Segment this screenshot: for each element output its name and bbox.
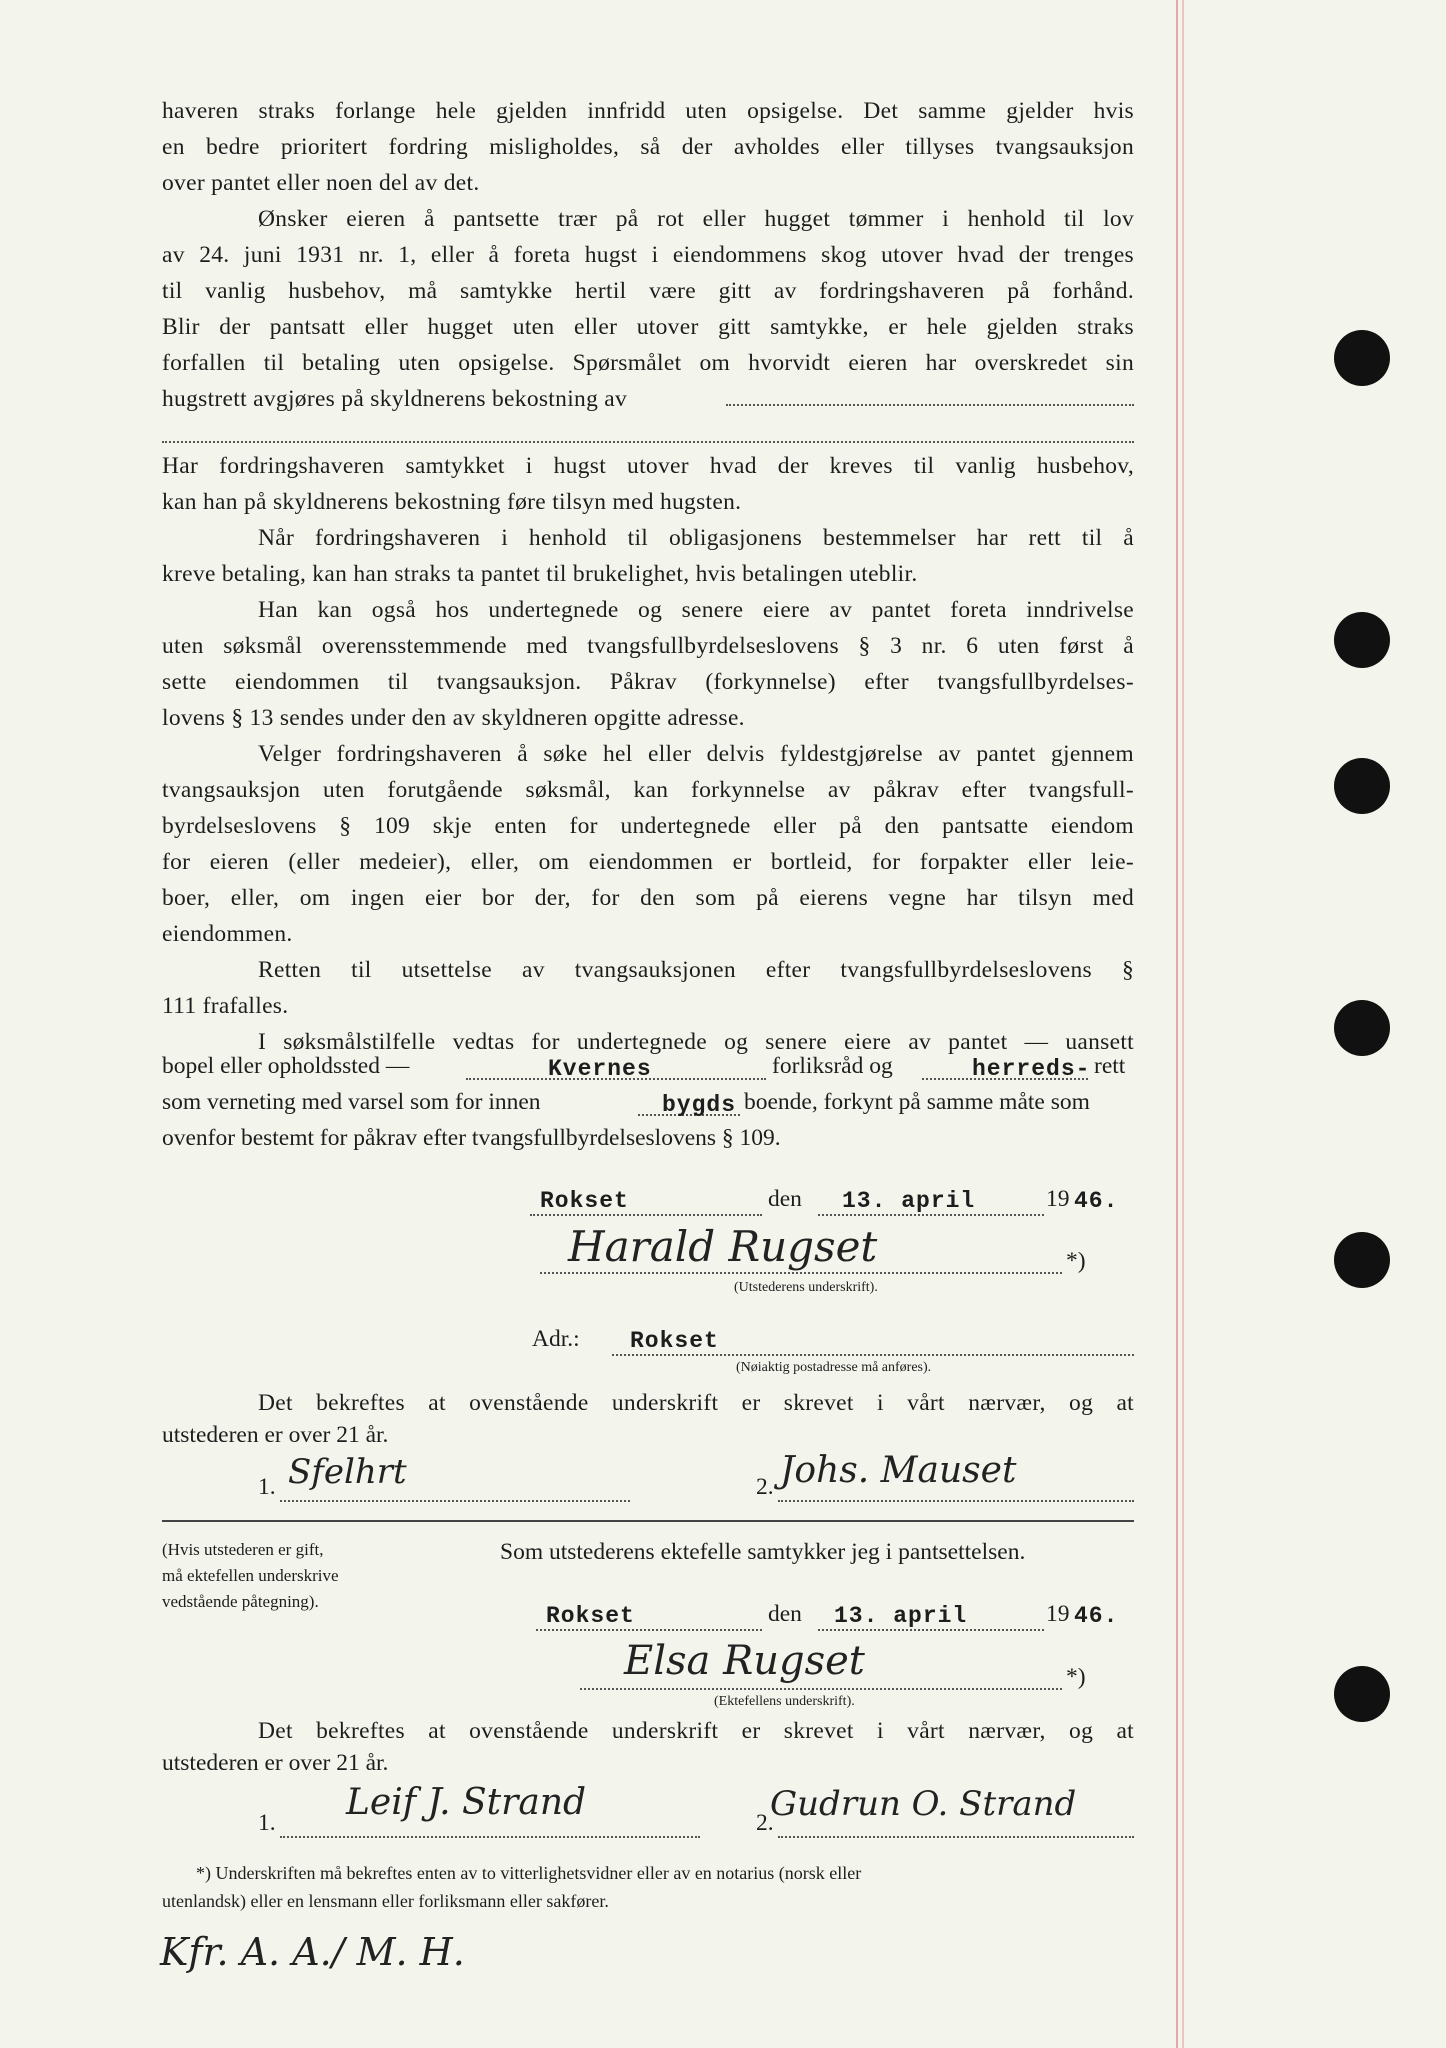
dotted-fill-line <box>778 1836 1134 1838</box>
spouse-note: (Hvis utstederen er gift, <box>162 1540 324 1559</box>
den-label: den <box>768 1601 802 1627</box>
text-line: kan han på skyldnerens bekostning føre tilsyn med hugsten. <box>162 489 742 515</box>
address-caption: (Nøiaktig postadresse må anføres). <box>736 1360 932 1375</box>
dotted-fill-line <box>778 1500 1134 1502</box>
section-divider <box>162 1520 1134 1522</box>
issuer-date: 13. april <box>842 1188 976 1214</box>
text-line: Han kan også hos undertegnede og senere eiere av pantet foreta inndrivelse <box>258 597 1134 623</box>
address-label: Adr.: <box>532 1326 580 1352</box>
marginal-note: Kfr. A. A./ M. H. <box>160 1930 465 1974</box>
text-segment: boende, forkynt på samme måte som <box>744 1089 1090 1115</box>
punch-hole <box>1334 1666 1390 1722</box>
text-line: Retten til utsettelse av tvangsauksjonen efter tvangsfullbyrdelseslovens § <box>258 957 1134 983</box>
dotted-fill-line <box>726 404 1134 406</box>
witness-number: 1. <box>258 1810 276 1836</box>
dotted-fill-line <box>612 1354 1134 1356</box>
spouse-signature: Elsa Rugset <box>624 1638 865 1684</box>
text-segment: som verneting med varsel som for innen <box>162 1089 541 1115</box>
spouse-date: 13. april <box>834 1603 968 1629</box>
text-line: Har fordringshaveren samtykket i hugst utover hvad der kreves til vanlig husbehov, <box>162 453 1134 479</box>
signature-caption: (Ektefellens underskrift). <box>714 1694 855 1709</box>
dotted-fill-line <box>162 441 1134 443</box>
witness-signature: Sfelhrt <box>288 1452 407 1492</box>
area-fill: bygds <box>662 1092 737 1118</box>
text-line: Blir der pantsatt eller hugget uten eller utover gitt samtykke, er hele gjelden straks <box>162 314 1134 340</box>
spouse-year: 46. <box>1074 1603 1119 1629</box>
text-line: ovenfor bestemt for påkrav efter tvangsfullbyrdelseslovens § 109. <box>162 1125 781 1151</box>
text-line: boer, eller, om ingen eier bor der, for den som på eierens vegne har tilsyn med <box>162 885 1134 911</box>
dotted-fill-line <box>280 1836 700 1838</box>
text-line: I søksmålstilfelle vedtas for undertegnede og senere eiere av pantet — uansett <box>258 1029 1134 1055</box>
punch-hole <box>1334 1000 1390 1056</box>
punch-hole <box>1334 330 1390 386</box>
punch-hole <box>1334 758 1390 814</box>
year-prefix: 19 <box>1046 1601 1070 1627</box>
spouse-place: Rokset <box>546 1603 635 1629</box>
text-line: tvangsauksjon uten forutgående søksmål, kan forkynnelse av påkrav efter tvangsfull- <box>162 777 1134 803</box>
text-line: en bedre prioritert fordring misligholdes, så der avholdes eller tillyses tvangsauksjon <box>162 134 1134 160</box>
dotted-fill-line <box>530 1214 762 1216</box>
witness-number: 1. <box>258 1474 276 1500</box>
text-line: uten søksmål overensstemmende med tvangsfullbyrdelseslovens § 3 nr. 6 uten først å <box>162 633 1134 659</box>
text-line: sette eiendommen til tvangsauksjon. Påkrav (forkynnelse) efter tvangsfullbyrdelses- <box>162 669 1134 695</box>
dotted-fill-line <box>536 1629 762 1631</box>
text-line: forfallen til betaling uten opsigelse. Spørsmålet om hvorvidt eieren har overskredet sin <box>162 350 1134 376</box>
spouse-note: vedstående påtegning). <box>162 1592 319 1611</box>
issuer-signature: Harald Rugset <box>568 1222 878 1271</box>
footnote: utenlandsk) eller en lensmann eller forliksmann eller sakfører. <box>162 1891 609 1911</box>
witness-number: 2. <box>756 1474 774 1500</box>
year-prefix: 19 <box>1046 1186 1070 1212</box>
spouse-note: må ektefellen underskrive <box>162 1566 339 1585</box>
text-line: haveren straks forlange hele gjelden innfridd uten opsigelse. Det samme gjelder hvis <box>162 98 1134 124</box>
text-line: for eieren (eller medeier), eller, om eiendommen er bortleid, for forpakter eller leie- <box>162 849 1134 875</box>
dotted-fill-line <box>580 1688 1062 1690</box>
text-segment: forliksråd og <box>772 1053 893 1079</box>
witness-number: 2. <box>756 1810 774 1836</box>
witness-confirmation: utstederen er over 21 år. <box>162 1422 389 1448</box>
witness-confirmation: Det bekreftes at ovenstående underskrift er skrevet i vårt nærvær, og at <box>258 1390 1134 1416</box>
issuer-place: Rokset <box>540 1188 629 1214</box>
dotted-fill-line <box>540 1272 1062 1274</box>
punch-hole <box>1334 612 1390 668</box>
text-segment: rett <box>1094 1053 1126 1079</box>
dotted-fill-line <box>280 1500 630 1502</box>
den-label: den <box>768 1186 802 1212</box>
text-line: eiendommen. <box>162 921 293 947</box>
issuer-year: 46. <box>1074 1188 1119 1214</box>
margin-line <box>1182 0 1184 2048</box>
punch-hole <box>1334 1232 1390 1288</box>
footnote: *) Underskriften må bekreftes enten av to vitterlighetsvidner eller av en notarius (norsk eller <box>196 1863 862 1883</box>
witness-confirmation: Det bekreftes at ovenstående underskrift er skrevet i vårt nærvær, og at <box>258 1718 1134 1744</box>
spouse-consent: Som utstederens ektefelle samtykker jeg i pantsettelsen. <box>500 1539 1026 1565</box>
text-line: av 24. juni 1931 nr. 1, eller å foreta hugst i eiendommens skog utover hvad der trenges <box>162 242 1134 268</box>
witness-confirmation: utstederen er over 21 år. <box>162 1750 389 1776</box>
dotted-fill-line <box>818 1629 1044 1631</box>
witness-signature: Gudrun O. Strand <box>770 1784 1077 1824</box>
dotted-fill-line <box>818 1214 1044 1216</box>
text-line: til vanlig husbehov, må samtykke hertil være gitt av fordringshaveren på forhånd. <box>162 278 1134 304</box>
signature-caption: (Utstederens underskrift). <box>734 1280 878 1295</box>
forliksrad-fill: Kvernes <box>548 1056 652 1082</box>
text-line: Ønsker eieren å pantsette trær på rot eller hugget tømmer i henhold til lov <box>258 206 1134 232</box>
text-line: kreve betaling, kan han straks ta pantet til brukelighet, hvis betalingen uteblir. <box>162 561 918 587</box>
footnote-star: *) <box>1066 1664 1086 1690</box>
witness-signature: Leif J. Strand <box>346 1782 587 1823</box>
address-value: Rokset <box>630 1328 719 1354</box>
text-line: Velger fordringshaveren å søke hel eller delvis fyldestgjørelse av pantet gjennem <box>258 741 1134 767</box>
footnote-star: *) <box>1066 1248 1086 1274</box>
court-fill: herreds- <box>972 1056 1091 1082</box>
text-line: lovens § 13 sendes under den av skyldneren opgitte adresse. <box>162 705 745 731</box>
text-line: 111 frafalles. <box>162 993 289 1019</box>
text-line: over pantet eller noen del av det. <box>162 170 480 196</box>
margin-line <box>1176 0 1178 2048</box>
text-line: byrdelseslovens § 109 skje enten for undertegnede eller på den pantsatte eiendom <box>162 813 1134 839</box>
text-line: hugstrett avgjøres på skyldnerens bekostning av <box>162 386 628 412</box>
witness-signature: Johs. Mauset <box>780 1450 1017 1491</box>
text-segment: bopel eller opholdssted — <box>162 1053 410 1079</box>
text-line: Når fordringshaveren i henhold til obligasjonens bestemmelser har rett til å <box>258 525 1134 551</box>
